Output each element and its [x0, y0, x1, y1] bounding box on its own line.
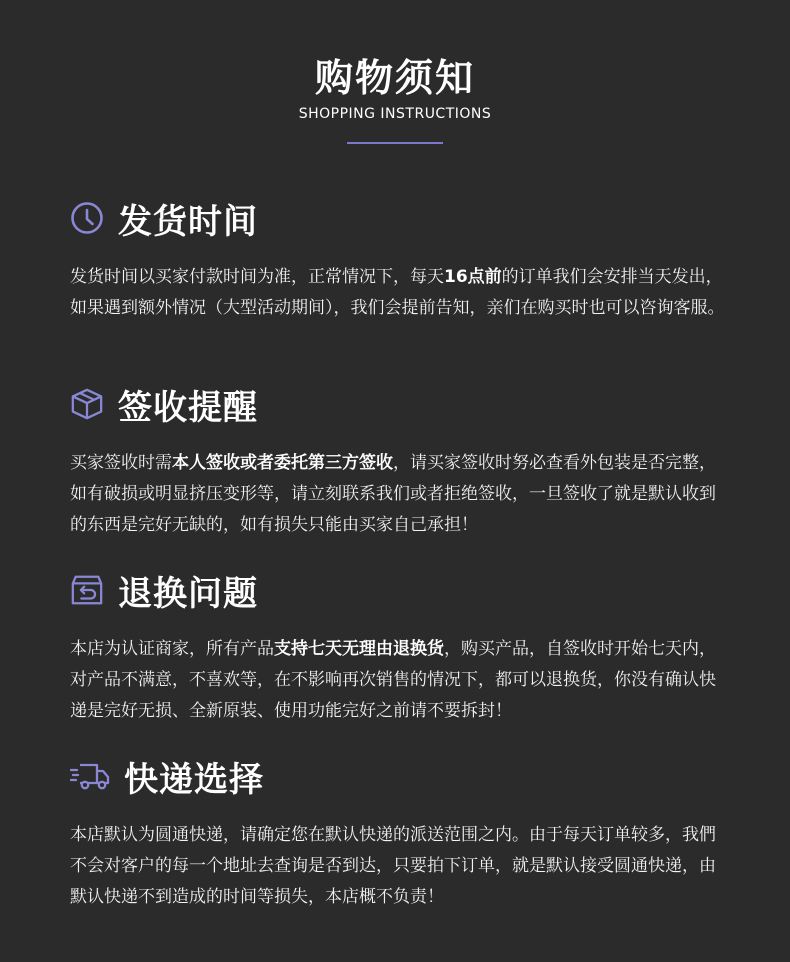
page-header	[0, 52, 790, 144]
body-text: 发货时间以买家付款时间为准，正常情况下，每天	[70, 267, 444, 287]
section-body	[70, 262, 730, 324]
body-highlight: 本人签收或者委托第三方签收	[172, 453, 393, 473]
section-header	[70, 192, 730, 244]
section-title: 快递选择	[124, 759, 264, 800]
body-highlight: 支持七天无理由退换货	[274, 639, 444, 659]
section-body	[70, 634, 730, 727]
clock-icon	[70, 201, 104, 235]
section-courier	[70, 750, 730, 913]
section-title: 发货时间	[118, 201, 258, 242]
body-text: 本店为认证商家，所有产品	[70, 639, 274, 659]
section-title: 退换问题	[118, 573, 258, 614]
section-shipping-time	[70, 192, 730, 324]
body-text: ，购买产品，自签收时开始七天内，对产品不满意，不喜欢等，在不影响再次销售的情况下，都可以退换货，你没有确认快递是完好无损、全新原装、使用功能完好之前请不要拆封！	[70, 639, 716, 721]
section-body	[70, 820, 730, 913]
section-delivery-receipt	[70, 378, 730, 541]
page-subtitle: SHOPPING INSTRUCTIONS	[298, 106, 492, 122]
title-underline	[347, 142, 443, 144]
body-text: 的订单我们会安排当天发出，如果遇到额外情况（大型活动期间），我们会提前告知，亲们在购买时也可以咨询客服。	[70, 267, 725, 318]
section-header	[70, 750, 730, 802]
section-header	[70, 378, 730, 430]
return-box-icon	[70, 573, 104, 607]
delivery-truck-icon	[70, 759, 110, 793]
section-title: 签收提醒	[118, 387, 258, 428]
body-text: 买家签收时需	[70, 453, 172, 473]
box-icon	[70, 387, 104, 421]
body-highlight: 16点前	[444, 267, 502, 287]
section-header	[70, 564, 730, 616]
section-body	[70, 448, 730, 541]
section-returns	[70, 564, 730, 727]
body-text: ，请买家签收时努必查看外包装是否完整，如有破损或明显挤压变形等，请立刻联系我们或者拒绝签收，一旦签收了就是默认收到的东西是完好无缺的，如有损失只能由买家自己承担！	[70, 453, 716, 535]
page-title: 购物须知	[314, 56, 475, 100]
body-text: 本店默认为圆通快递，请确定您在默认快递的派送范围之内。由于每天订单较多，我們不会对客户的每一个地址去查询是否到达，只要拍下订单，就是默认接受圆通快递，由默认快递不到造成的时间等损失，本店概不负责！	[70, 825, 716, 907]
